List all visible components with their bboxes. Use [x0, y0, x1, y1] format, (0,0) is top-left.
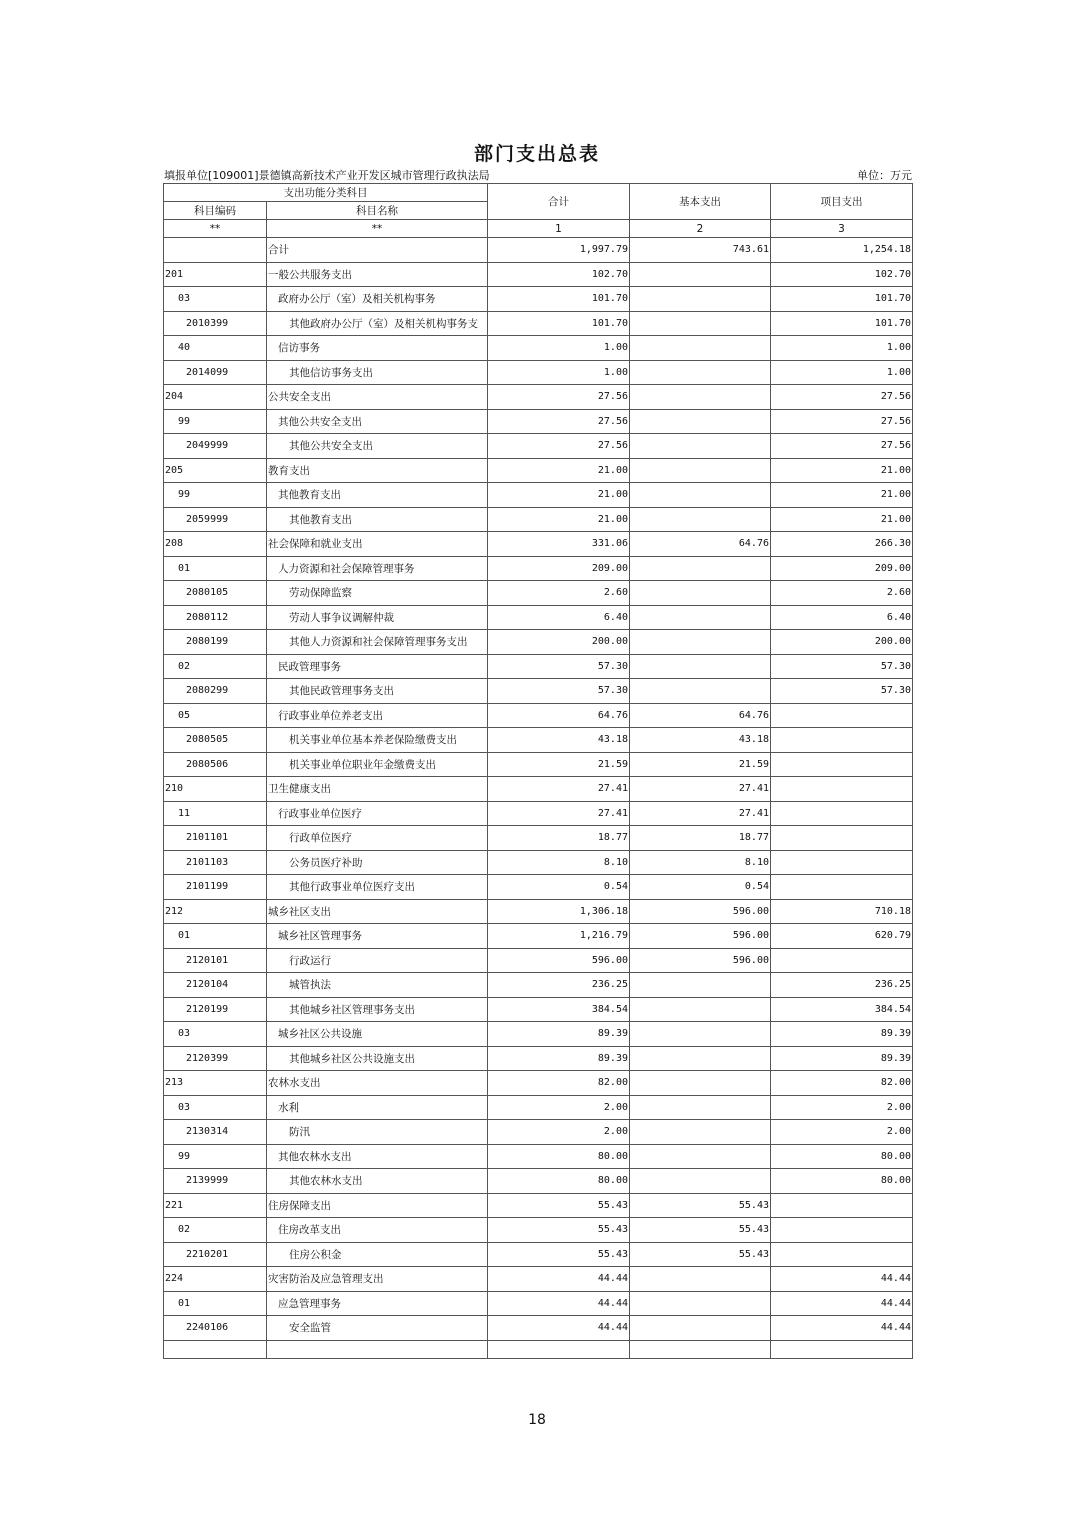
cell-basic: 596.00: [630, 899, 771, 924]
cell-name: 教育支出: [267, 458, 488, 483]
cell-code: 212: [164, 899, 267, 924]
cell-name: 其他农林水支出: [267, 1144, 488, 1169]
cell-basic: [630, 997, 771, 1022]
cell-total: 18.77: [488, 826, 630, 851]
table-row-empty: [164, 1340, 913, 1358]
cell-name: 其他城乡社区管理事务支出: [267, 997, 488, 1022]
cell-name: 行政运行: [267, 948, 488, 973]
cell-project: 2.60: [771, 581, 913, 606]
cell-total: 27.56: [488, 385, 630, 410]
table-row: [164, 556, 913, 581]
cell-basic: 55.43: [630, 1218, 771, 1243]
cell-basic: [630, 1144, 771, 1169]
cell-code: 2080299: [164, 679, 267, 704]
cell-basic: [630, 1120, 771, 1145]
cell-total: 1,216.79: [488, 924, 630, 949]
cell-project: [771, 1242, 913, 1267]
cell-total: 236.25: [488, 973, 630, 998]
cell-code: 208: [164, 532, 267, 557]
cell-code: 2139999: [164, 1169, 267, 1194]
cell-code: 2014099: [164, 360, 267, 385]
cell-total: 43.18: [488, 728, 630, 753]
table-row: [164, 605, 913, 630]
cell-name: 政府办公厅（室）及相关机构事务: [267, 287, 488, 312]
cell-basic: [630, 1291, 771, 1316]
cell-empty: [164, 1340, 267, 1358]
cell-code: 2120101: [164, 948, 267, 973]
cell-name: 住房公积金: [267, 1242, 488, 1267]
cell-name: 公务员医疗补助: [267, 850, 488, 875]
cell-project: 27.56: [771, 385, 913, 410]
table-row: [164, 287, 913, 312]
cell-code: 03: [164, 1022, 267, 1047]
cell-name: 其他民政管理事务支出: [267, 679, 488, 704]
cell-basic: [630, 630, 771, 655]
cell-project: 1,254.18: [771, 238, 913, 263]
table-row: [164, 826, 913, 851]
cell-code: 210: [164, 777, 267, 802]
cell-name: 机关事业单位职业年金缴费支出: [267, 752, 488, 777]
header-code: 科目编码: [164, 202, 267, 220]
cell-project: 266.30: [771, 532, 913, 557]
cell-code: 2120399: [164, 1046, 267, 1071]
cell-code: 2130314: [164, 1120, 267, 1145]
cell-project: [771, 777, 913, 802]
cell-code: 02: [164, 1218, 267, 1243]
cell-code: 99: [164, 409, 267, 434]
cell-basic: 43.18: [630, 728, 771, 753]
cell-basic: [630, 679, 771, 704]
cell-name: 其他政府办公厅（室）及相关机构事务支: [267, 311, 488, 336]
cell-total: 8.10: [488, 850, 630, 875]
cell-basic: [630, 1095, 771, 1120]
header-project: 项目支出: [771, 184, 913, 220]
table-row: [164, 924, 913, 949]
cell-basic: 64.76: [630, 532, 771, 557]
cell-total: 209.00: [488, 556, 630, 581]
table-row: [164, 360, 913, 385]
cell-code: 2080112: [164, 605, 267, 630]
table-row: [164, 1022, 913, 1047]
cell-project: 27.56: [771, 434, 913, 459]
table-row: [164, 728, 913, 753]
cell-name: 其他信访事务支出: [267, 360, 488, 385]
header-function-classification: 支出功能分类科目: [164, 184, 488, 202]
cell-total: 55.43: [488, 1193, 630, 1218]
cell-basic: 8.10: [630, 850, 771, 875]
table-row: [164, 1316, 913, 1341]
cell-project: 200.00: [771, 630, 913, 655]
cell-total: 27.56: [488, 409, 630, 434]
cell-name: 合计: [267, 238, 488, 263]
cell-total: 2.00: [488, 1120, 630, 1145]
cell-project: 620.79: [771, 924, 913, 949]
cell-basic: [630, 973, 771, 998]
cell-basic: 0.54: [630, 875, 771, 900]
table-row: [164, 1120, 913, 1145]
cell-total: 101.70: [488, 311, 630, 336]
cell-code: 2101199: [164, 875, 267, 900]
cell-code: 2080505: [164, 728, 267, 753]
cell-code: 201: [164, 262, 267, 287]
cell-basic: 21.59: [630, 752, 771, 777]
page-number: 18: [528, 1412, 546, 1428]
marker-name: **: [267, 220, 488, 238]
cell-total: 57.30: [488, 654, 630, 679]
cell-total: 1,306.18: [488, 899, 630, 924]
cell-code: 2010399: [164, 311, 267, 336]
cell-project: 101.70: [771, 287, 913, 312]
cell-basic: [630, 1071, 771, 1096]
cell-basic: [630, 262, 771, 287]
cell-code: 224: [164, 1267, 267, 1292]
cell-name: 劳动保障监察: [267, 581, 488, 606]
cell-code: 11: [164, 801, 267, 826]
cell-code: 213: [164, 1071, 267, 1096]
cell-basic: [630, 311, 771, 336]
cell-name: 其他教育支出: [267, 483, 488, 508]
cell-name: 信访事务: [267, 336, 488, 361]
cell-name: 住房保障支出: [267, 1193, 488, 1218]
table-row: [164, 752, 913, 777]
header-total: 合计: [488, 184, 630, 220]
cell-name: 民政管理事务: [267, 654, 488, 679]
document-title: 部门支出总表: [473, 143, 600, 165]
cell-project: 6.40: [771, 605, 913, 630]
table-row: [164, 532, 913, 557]
cell-total: 1,997.79: [488, 238, 630, 263]
cell-project: 2.00: [771, 1120, 913, 1145]
cell-project: 44.44: [771, 1267, 913, 1292]
cell-project: [771, 826, 913, 851]
cell-total: 21.00: [488, 483, 630, 508]
header-basic: 基本支出: [630, 184, 771, 220]
table-row: [164, 679, 913, 704]
table-row: [164, 311, 913, 336]
marker-code: **: [164, 220, 267, 238]
cell-name: 应急管理事务: [267, 1291, 488, 1316]
cell-code: 01: [164, 1291, 267, 1316]
cell-total: 89.39: [488, 1046, 630, 1071]
cell-name: 劳动人事争议调解仲裁: [267, 605, 488, 630]
cell-name: 公共安全支出: [267, 385, 488, 410]
cell-basic: [630, 458, 771, 483]
cell-total: 596.00: [488, 948, 630, 973]
cell-name: 其他公共安全支出: [267, 434, 488, 459]
cell-name: 机关事业单位基本养老保险缴费支出: [267, 728, 488, 753]
cell-code: 2049999: [164, 434, 267, 459]
table-row: [164, 1218, 913, 1243]
table-row: [164, 483, 913, 508]
cell-name: 防汛: [267, 1120, 488, 1145]
cell-basic: 596.00: [630, 924, 771, 949]
cell-empty: [267, 1340, 488, 1358]
cell-empty: [488, 1340, 630, 1358]
cell-code: 99: [164, 1144, 267, 1169]
table-row: [164, 1242, 913, 1267]
table-row: [164, 777, 913, 802]
cell-total: 2.00: [488, 1095, 630, 1120]
cell-project: 21.00: [771, 483, 913, 508]
table-row: [164, 1267, 913, 1292]
cell-basic: 27.41: [630, 801, 771, 826]
cell-empty: [630, 1340, 771, 1358]
cell-name: 行政事业单位养老支出: [267, 703, 488, 728]
cell-code: 03: [164, 287, 267, 312]
table-row: [164, 507, 913, 532]
table-row: [164, 703, 913, 728]
cell-total: 64.76: [488, 703, 630, 728]
cell-project: 236.25: [771, 973, 913, 998]
cell-name: 其他教育支出: [267, 507, 488, 532]
table-body: [164, 238, 913, 1359]
cell-basic: [630, 1022, 771, 1047]
table-row: [164, 434, 913, 459]
table-row: [164, 973, 913, 998]
cell-code: 2059999: [164, 507, 267, 532]
cell-total: 27.41: [488, 777, 630, 802]
cell-project: 21.00: [771, 507, 913, 532]
table-row: [164, 262, 913, 287]
cell-basic: 743.61: [630, 238, 771, 263]
cell-project: [771, 850, 913, 875]
cell-code: 02: [164, 654, 267, 679]
cell-total: 21.59: [488, 752, 630, 777]
table-row: [164, 458, 913, 483]
cell-project: 89.39: [771, 1046, 913, 1071]
cell-basic: [630, 605, 771, 630]
cell-basic: [630, 385, 771, 410]
col-index-2: 2: [630, 220, 771, 238]
cell-project: [771, 875, 913, 900]
cell-code: 03: [164, 1095, 267, 1120]
reporting-unit: 填报单位[109001]景德镇高新技术产业开发区城市管理行政执法局: [164, 169, 490, 182]
cell-name: 灾害防治及应急管理支出: [267, 1267, 488, 1292]
cell-basic: [630, 1267, 771, 1292]
cell-basic: [630, 434, 771, 459]
cell-project: [771, 1218, 913, 1243]
cell-code: 01: [164, 556, 267, 581]
cell-total: 55.43: [488, 1242, 630, 1267]
table-row: [164, 1193, 913, 1218]
cell-project: 1.00: [771, 336, 913, 361]
cell-basic: [630, 1046, 771, 1071]
cell-project: 21.00: [771, 458, 913, 483]
cell-total: 200.00: [488, 630, 630, 655]
cell-basic: [630, 409, 771, 434]
table-row: [164, 630, 913, 655]
table-row: [164, 1046, 913, 1071]
cell-total: 89.39: [488, 1022, 630, 1047]
cell-project: [771, 728, 913, 753]
cell-project: 1.00: [771, 360, 913, 385]
cell-name: 城乡社区支出: [267, 899, 488, 924]
currency-unit: 单位：万元: [857, 169, 912, 182]
cell-project: 384.54: [771, 997, 913, 1022]
table-row: [164, 997, 913, 1022]
cell-basic: [630, 1169, 771, 1194]
cell-code: 40: [164, 336, 267, 361]
table-row: [164, 1071, 913, 1096]
cell-total: 21.00: [488, 507, 630, 532]
table-row: [164, 1169, 913, 1194]
cell-project: 102.70: [771, 262, 913, 287]
cell-code: 2080105: [164, 581, 267, 606]
cell-basic: [630, 581, 771, 606]
cell-project: 80.00: [771, 1169, 913, 1194]
cell-project: 101.70: [771, 311, 913, 336]
cell-basic: [630, 483, 771, 508]
cell-basic: 27.41: [630, 777, 771, 802]
cell-project: [771, 801, 913, 826]
cell-name: 城乡社区管理事务: [267, 924, 488, 949]
cell-code: 2080199: [164, 630, 267, 655]
cell-total: 27.56: [488, 434, 630, 459]
cell-project: 2.00: [771, 1095, 913, 1120]
cell-project: 710.18: [771, 899, 913, 924]
cell-total: 44.44: [488, 1291, 630, 1316]
cell-basic: 55.43: [630, 1193, 771, 1218]
cell-project: 44.44: [771, 1316, 913, 1341]
table-row: [164, 385, 913, 410]
cell-basic: 596.00: [630, 948, 771, 973]
cell-code: 99: [164, 483, 267, 508]
table-row: [164, 948, 913, 973]
cell-project: 89.39: [771, 1022, 913, 1047]
cell-name: 其他行政事业单位医疗支出: [267, 875, 488, 900]
cell-name: 人力资源和社会保障管理事务: [267, 556, 488, 581]
cell-code: 01: [164, 924, 267, 949]
cell-project: [771, 948, 913, 973]
col-index-1: 1: [488, 220, 630, 238]
cell-total: 331.06: [488, 532, 630, 557]
cell-basic: [630, 360, 771, 385]
table-row: [164, 899, 913, 924]
cell-project: [771, 703, 913, 728]
cell-code: [164, 238, 267, 263]
cell-code: 2101101: [164, 826, 267, 851]
cell-total: 384.54: [488, 997, 630, 1022]
cell-code: 2120199: [164, 997, 267, 1022]
cell-basic: [630, 1316, 771, 1341]
cell-name: 其他公共安全支出: [267, 409, 488, 434]
cell-code: 205: [164, 458, 267, 483]
table-row: [164, 801, 913, 826]
cell-total: 27.41: [488, 801, 630, 826]
cell-basic: [630, 336, 771, 361]
cell-project: 57.30: [771, 679, 913, 704]
cell-basic: 55.43: [630, 1242, 771, 1267]
table-row: [164, 238, 913, 263]
table-row: [164, 1144, 913, 1169]
cell-code: 221: [164, 1193, 267, 1218]
cell-project: [771, 752, 913, 777]
cell-total: 2.60: [488, 581, 630, 606]
cell-name: 其他农林水支出: [267, 1169, 488, 1194]
cell-name: 一般公共服务支出: [267, 262, 488, 287]
cell-name: 城管执法: [267, 973, 488, 998]
cell-project: 57.30: [771, 654, 913, 679]
cell-total: 6.40: [488, 605, 630, 630]
table-row: [164, 1291, 913, 1316]
cell-name: 安全监管: [267, 1316, 488, 1341]
cell-project: 27.56: [771, 409, 913, 434]
cell-code: 2080506: [164, 752, 267, 777]
cell-total: 44.44: [488, 1267, 630, 1292]
cell-code: 204: [164, 385, 267, 410]
cell-total: 1.00: [488, 360, 630, 385]
cell-code: 05: [164, 703, 267, 728]
table-row: [164, 875, 913, 900]
cell-name: 农林水支出: [267, 1071, 488, 1096]
expenditure-table: [163, 183, 913, 1359]
cell-project: 82.00: [771, 1071, 913, 1096]
cell-code: 2240106: [164, 1316, 267, 1341]
cell-name: 住房改革支出: [267, 1218, 488, 1243]
cell-project: [771, 1193, 913, 1218]
cell-name: 其他人力资源和社会保障管理事务支出: [267, 630, 488, 655]
table-row: [164, 336, 913, 361]
cell-name: 水利: [267, 1095, 488, 1120]
cell-basic: [630, 654, 771, 679]
cell-code: 2101103: [164, 850, 267, 875]
cell-name: 城乡社区公共设施: [267, 1022, 488, 1047]
table-row: [164, 1095, 913, 1120]
cell-total: 1.00: [488, 336, 630, 361]
cell-name: 行政单位医疗: [267, 826, 488, 851]
cell-project: 44.44: [771, 1291, 913, 1316]
cell-name: 社会保障和就业支出: [267, 532, 488, 557]
cell-name: 卫生健康支出: [267, 777, 488, 802]
cell-project: 209.00: [771, 556, 913, 581]
cell-total: 82.00: [488, 1071, 630, 1096]
cell-project: 80.00: [771, 1144, 913, 1169]
unit-line: [164, 167, 912, 183]
cell-total: 21.00: [488, 458, 630, 483]
cell-total: 101.70: [488, 287, 630, 312]
cell-code: 2120104: [164, 973, 267, 998]
table-row: [164, 581, 913, 606]
cell-total: 80.00: [488, 1144, 630, 1169]
cell-total: 44.44: [488, 1316, 630, 1341]
cell-total: 55.43: [488, 1218, 630, 1243]
table-row: [164, 409, 913, 434]
cell-total: 80.00: [488, 1169, 630, 1194]
cell-basic: [630, 556, 771, 581]
cell-basic: 18.77: [630, 826, 771, 851]
cell-basic: [630, 287, 771, 312]
cell-total: 102.70: [488, 262, 630, 287]
cell-basic: 64.76: [630, 703, 771, 728]
table-row: [164, 654, 913, 679]
col-index-3: 3: [771, 220, 913, 238]
cell-empty: [771, 1340, 913, 1358]
cell-basic: [630, 507, 771, 532]
table-row: [164, 850, 913, 875]
cell-total: 57.30: [488, 679, 630, 704]
cell-total: 0.54: [488, 875, 630, 900]
cell-name: 其他城乡社区公共设施支出: [267, 1046, 488, 1071]
cell-name: 行政事业单位医疗: [267, 801, 488, 826]
cell-code: 2210201: [164, 1242, 267, 1267]
header-name: 科目名称: [267, 202, 488, 220]
